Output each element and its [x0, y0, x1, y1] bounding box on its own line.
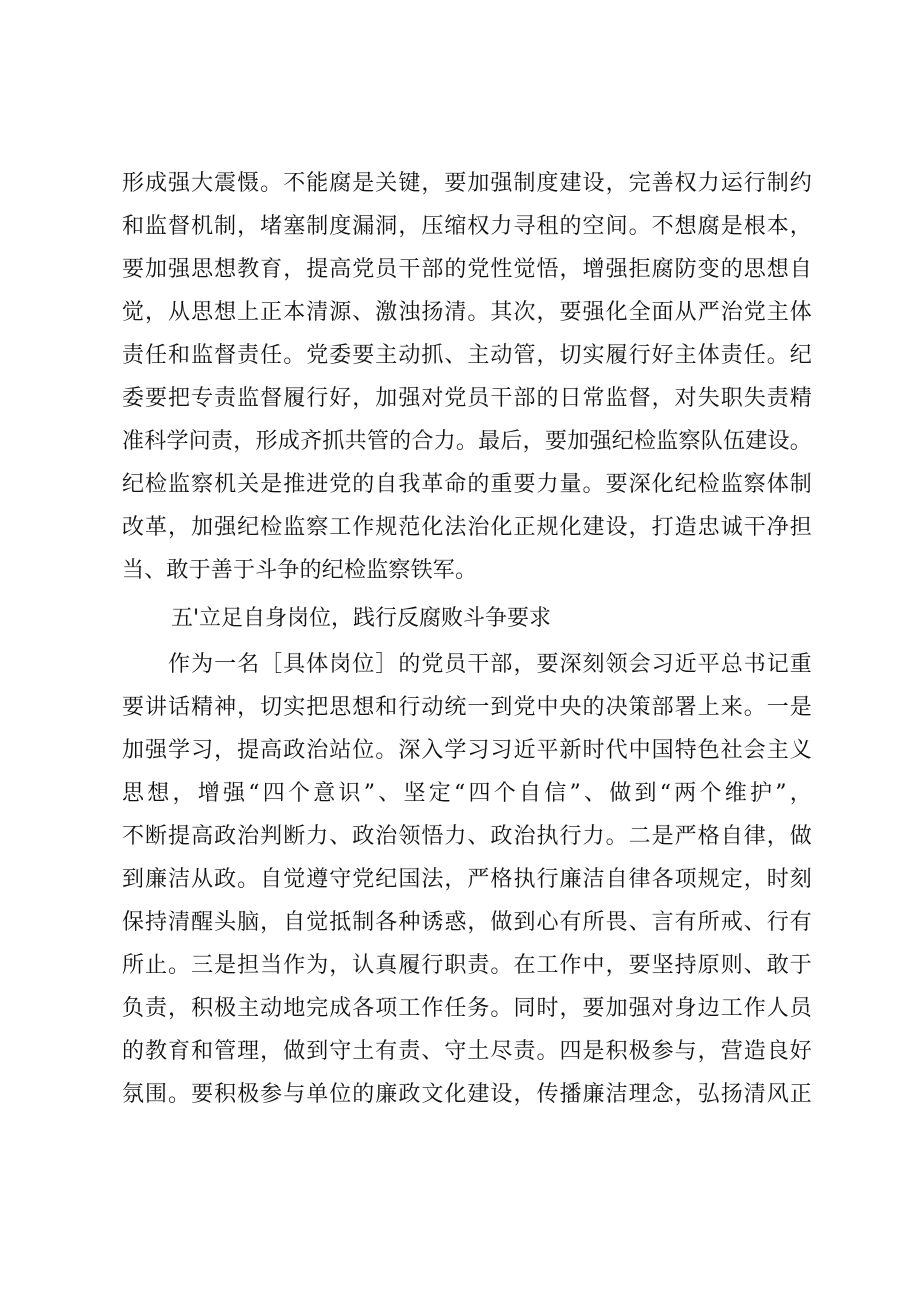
- paragraph-line: 保持清醒头脑，自觉抵制各种诱惑，做到心有所畏、言有所戒、行有: [122, 910, 812, 935]
- paragraph-position-duties: [122, 643, 812, 1116]
- paragraph-line: 到廉洁从政。自觉遵守党纪国法，严格执行廉洁自律各项规定，时刻: [122, 867, 812, 892]
- paragraph-line: 要加强思想教育，提高党员干部的党性觉悟，增强拒腐防变的思想自: [122, 257, 812, 282]
- paragraph-line: 当、敢于善于斗争的纪检监察铁军。: [122, 558, 478, 583]
- paragraph-line: 负责，积极主动地完成各项工作任务。同时，要加强对身边工作人员: [122, 996, 812, 1021]
- section-heading: 五'立足自身岗位，践行反腐败斗争要求: [171, 606, 552, 631]
- paragraph-line: 形成强大震慑。不能腐是关键，要加强制度建设，完善权力运行制约: [122, 171, 812, 196]
- paragraph-line: 要讲话精神，切实把思想和行动统一到党中央的决策部署上来。一是: [122, 695, 812, 720]
- paragraph-line: 加强学习，提高政治站位。深入学习习近平新时代中国特色社会主义: [122, 738, 812, 763]
- paragraph-line: 的教育和管理，做到守土有责、守土尽责。四是积极参与，营造良好: [122, 1039, 812, 1064]
- paragraph-line: 委要把专责监督履行好，加强对党员干部的日常监督，对失职失责精: [122, 386, 812, 411]
- paragraph-line: 作为一名［具体岗位］的党员干部，要深刻领会习近平总书记重: [122, 652, 812, 677]
- paragraph-line: 思想，增强“四个意识”、坚定“四个自信”、做到“两个维护”，: [122, 781, 812, 806]
- paragraph-line: 氛围。要积极参与单位的廉政文化建设，传播廉洁理念，弘扬清风正: [122, 1082, 812, 1107]
- paragraph-line: 改革，加强纪检监察工作规范化法治化正规化建设，打造忠诚干净担: [122, 515, 812, 540]
- paragraph-line: 所止。三是担当作为，认真履行职责。在工作中，要坚持原则、敢于: [122, 953, 812, 978]
- paragraph-line: 不断提高政治判断力、政治领悟力、政治执行力。二是严格自律，做: [122, 824, 812, 849]
- paragraph-line: 和监督机制，堵塞制度漏洞，压缩权力寻租的空间。不想腐是根本，: [122, 214, 812, 239]
- paragraph-anticorruption-mechanism: [122, 162, 812, 592]
- paragraph-line: 准科学问责，形成齐抓共管的合力。最后，要加强纪检监察队伍建设。: [122, 429, 812, 454]
- paragraph-line: 责任和监督责任。党委要主动抓、主动管，切实履行好主体责任。纪: [122, 343, 812, 368]
- paragraph-line: 觉，从思想上正本清源、激浊扬清。其次，要强化全面从严治党主体: [122, 300, 812, 325]
- paragraph-line: 纪检监察机关是推进党的自我革命的重要力量。要深化纪检监察体制: [122, 472, 812, 497]
